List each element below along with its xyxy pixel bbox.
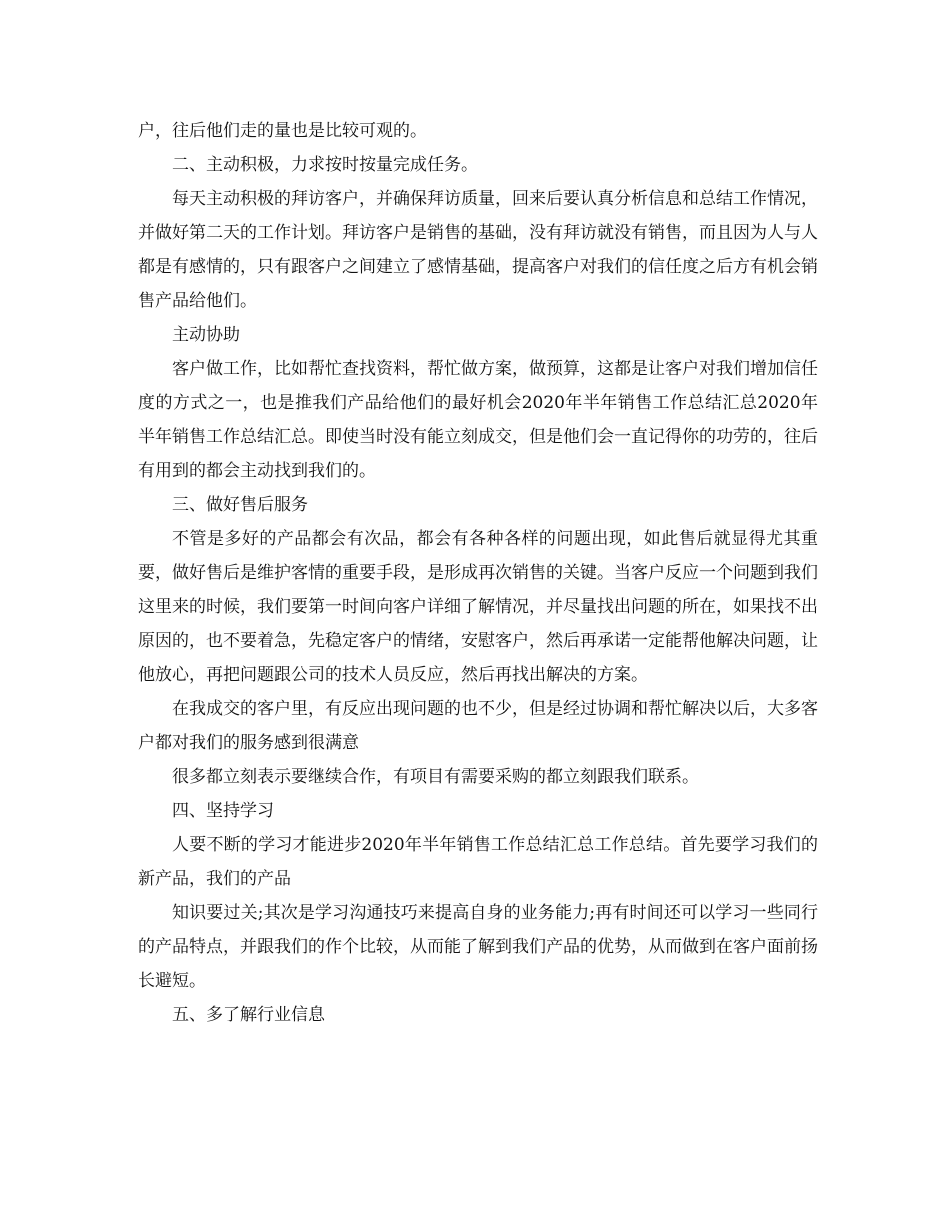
subheading-assist: 主动协助: [172, 325, 240, 345]
paragraph: 人要不断的学习才能进步2020年半年销售工作总结汇总工作总结。首先要学习我们的新产品，我们的产品: [138, 835, 818, 889]
paragraph: 很多都立刻表示要继续合作，有项目有需要采购的都立刻跟我们联系。: [172, 767, 699, 787]
section-heading-2: 二、主动积极，力求按时按量完成任务。: [172, 155, 478, 175]
section-heading-3: 三、做好售后服务: [172, 495, 308, 515]
section-heading-4: 四、坚持学习: [172, 801, 274, 821]
paragraph: 在我成交的客户里，有反应出现问题的也不少，但是经过协调和帮忙解决以后，大多客户都对我们的服务感到很满意: [138, 699, 818, 753]
paragraph: 客户做工作，比如帮忙查找资料，帮忙做方案，做预算，这都是让客户对我们增加信任度的方式之一，也是推我们产品给他们的最好机会2020年半年销售工作总结汇总2020年半年销售工作总结汇总。即使当时没有能立刻成交，但是他们会一直记得你的功劳的，往后有用到的都会主动找到我们的。: [138, 359, 818, 481]
paragraph: 知识要过关;其次是学习沟通技巧来提高自身的业务能力;再有时间还可以学习一些同行的产品特点，并跟我们的作个比较，从而能了解到我们产品的优势，从而做到在客户面前扬长避短。: [138, 903, 818, 991]
document-body: [138, 114, 818, 1032]
paragraph: 每天主动积极的拜访客户，并确保拜访质量，回来后要认真分析信息和总结工作情况，并做好第二天的工作计划。拜访客户是销售的基础，没有拜访就没有销售，而且因为人与人都是有感情的，只有跟客户之间建立了感情基础，提高客户对我们的信任度之后方有机会销售产品给他们。: [138, 189, 818, 311]
section-heading-5: 五、多了解行业信息: [172, 1005, 325, 1025]
paragraph-continuation: 户，往后他们走的量也是比较可观的。: [138, 121, 427, 141]
paragraph: 不管是多好的产品都会有次品，都会有各种各样的问题出现，如此售后就显得尤其重要，做好售后是维护客情的重要手段，是形成再次销售的关键。当客户反应一个问题到我们这里来的时候，我们要第一时间向客户详细了解情况，并尽量找出问题的所在，如果找不出原因的，也不要着急，先稳定客户的情绪，安慰客户，然后再承诺一定能帮他解决问题，让他放心，再把问题跟公司的技术人员反应，然后再找出解决的方案。: [138, 529, 818, 685]
